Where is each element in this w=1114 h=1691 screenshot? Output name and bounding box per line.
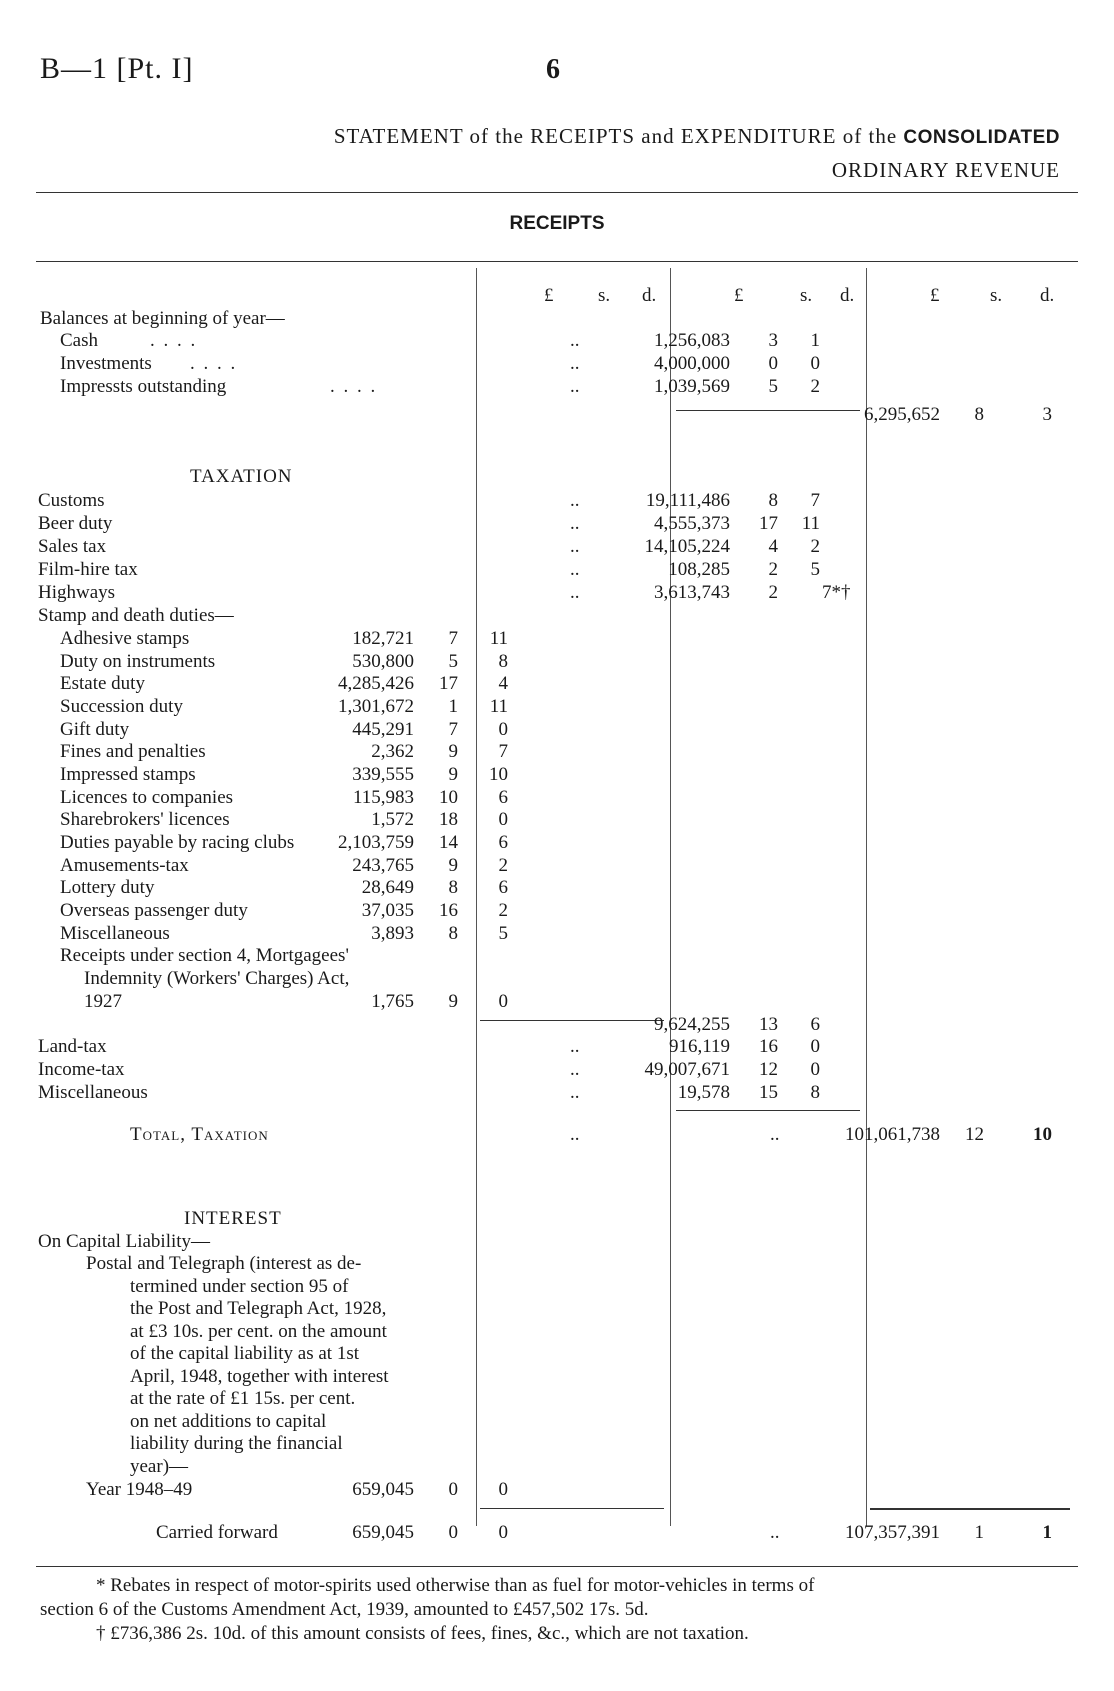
- subtotal-rule: [676, 410, 860, 411]
- taxation-row-label: Miscellaneous: [38, 1082, 148, 1103]
- col2-pounds: 19,111,486: [645, 490, 730, 511]
- col2-shillings: 3: [768, 330, 778, 351]
- col1-pounds: 659,045: [352, 1522, 414, 1543]
- mortgagees-line2: Indemnity (Workers' Charges) Act,: [84, 968, 350, 989]
- stamp-row-label: Amusements-tax: [60, 855, 189, 876]
- col2-pounds: 19,578: [677, 1082, 730, 1103]
- section-heading: RECEIPTS: [509, 213, 605, 234]
- col1-empty: ..: [570, 376, 580, 397]
- col3-shillings: 12: [965, 1124, 984, 1145]
- col2-pounds: 49,007,671: [644, 1059, 730, 1080]
- col2-shillings: 17: [759, 513, 778, 534]
- col1-empty: ..: [570, 582, 580, 603]
- col1-empty: ..: [570, 490, 580, 511]
- subtotal-rule: [676, 1110, 860, 1111]
- interest-year-label: Year 1948–49: [86, 1479, 193, 1500]
- stamp-row-label: Impressed stamps: [60, 764, 196, 785]
- taxation-row-label: Highways: [38, 582, 116, 603]
- col1-shillings: 9: [448, 741, 458, 762]
- column-divider-2: [670, 268, 671, 1526]
- col1-shillings: 7: [448, 628, 458, 649]
- footnote-asterisk-line1: * Rebates in respect of motor-spirits used otherwise than as fuel for motor-vehicles in terms of: [96, 1575, 815, 1596]
- col1-pence: 4: [498, 673, 508, 694]
- col2-shillings: 5: [768, 376, 778, 397]
- col1-empty: ..: [570, 1082, 580, 1103]
- col2-pounds: 916,119: [668, 1036, 730, 1057]
- col2-pounds: 108,285: [668, 559, 730, 580]
- col2-shillings: 8: [768, 490, 778, 511]
- interest-desc-line: April, 1948, together with interest: [130, 1366, 389, 1387]
- col2-pounds: 9,624,255: [654, 1014, 730, 1035]
- col1-empty: ..: [570, 330, 580, 351]
- carried-forward-label: Carried forward: [156, 1522, 278, 1543]
- col2-pence: 11: [801, 513, 820, 534]
- col1-pounds: 3,893: [371, 923, 414, 944]
- col1-pounds: 339,555: [352, 764, 414, 785]
- col2-shillings-header: s.: [800, 285, 813, 306]
- col2-pence: 2: [810, 376, 820, 397]
- column-divider-1: [476, 268, 477, 1526]
- col1-pence: 2: [498, 900, 508, 921]
- statement-title-line1: [334, 124, 1060, 149]
- taxation-row-label: Beer duty: [38, 513, 113, 534]
- stamp-row-label: Succession duty: [60, 696, 183, 717]
- col1-pounds: 659,045: [352, 1479, 414, 1500]
- col1-empty: ..: [570, 1059, 580, 1080]
- interest-heading: INTEREST: [184, 1208, 282, 1229]
- col2-pounds: 14,105,224: [644, 536, 730, 557]
- balances-row-label: Impressts outstanding: [60, 376, 227, 397]
- col1-pounds: 530,800: [352, 651, 414, 672]
- col3-pounds: 107,357,391: [845, 1522, 940, 1543]
- stamp-row-label: Estate duty: [60, 673, 145, 694]
- col1-pence: 6: [498, 877, 508, 898]
- col2-pence-with-footnote-marks: 7*†: [822, 582, 851, 603]
- col1-pence: 11: [489, 696, 508, 717]
- interest-desc-line: the Post and Telegraph Act, 1928,: [130, 1298, 387, 1319]
- col1-shillings: 0: [448, 1522, 458, 1543]
- col3-pence: 3: [1042, 404, 1052, 425]
- col2-pence: 5: [810, 559, 820, 580]
- interest-desc-line: at the rate of £1 15s. per cent.: [130, 1388, 356, 1409]
- col2-shillings: 2: [768, 559, 778, 580]
- col1-pence-header: d.: [642, 285, 657, 306]
- col1-pounds: 115,983: [352, 787, 414, 808]
- col3-shillings-header: s.: [990, 285, 1003, 306]
- footnote-asterisk-line2: section 6 of the Customs Amendment Act, 1939, amounted to £457,502 17s. 5d.: [40, 1599, 649, 1620]
- interest-desc-line: of the capital liability as at 1st: [130, 1343, 359, 1364]
- col1-pounds: 1,765: [371, 991, 414, 1012]
- col1-pence: 0: [498, 719, 508, 740]
- col1-pence: 10: [489, 764, 508, 785]
- interest-desc-line: at £3 10s. per cent. on the amount: [130, 1321, 387, 1342]
- col1-pounds: 243,765: [352, 855, 414, 876]
- col1-shillings: 0: [448, 1479, 458, 1500]
- col1-pounds-header: £: [544, 285, 554, 306]
- col1-shillings: 8: [448, 923, 458, 944]
- footnote-rule: [36, 1566, 1078, 1567]
- taxation-row-label: Land-tax: [38, 1036, 107, 1057]
- col3-shillings: 8: [974, 404, 984, 425]
- taxation-row-label: Income-tax: [38, 1059, 125, 1080]
- col1-pence: 11: [489, 628, 508, 649]
- leader-dots: . . . .: [190, 353, 238, 374]
- col1-empty: ..: [570, 1124, 580, 1145]
- col1-shillings: 10: [439, 787, 458, 808]
- col1-pence: 0: [498, 1522, 508, 1543]
- stamp-row-label: Licences to companies: [60, 787, 234, 808]
- stamp-row-label: Duty on instruments: [60, 651, 216, 672]
- col1-shillings: 8: [448, 877, 458, 898]
- col2-shillings: 13: [759, 1014, 778, 1035]
- col2-pence: 7: [810, 490, 820, 511]
- col2-shillings: 15: [759, 1082, 778, 1103]
- page-reference: B—1 [Pt. I]: [40, 52, 194, 85]
- col1-pence: 0: [498, 991, 508, 1012]
- col1-empty: ..: [570, 559, 580, 580]
- col2-pence-header: d.: [840, 285, 855, 306]
- col2-pence: 2: [810, 536, 820, 557]
- stamp-row-label: Overseas passenger duty: [60, 900, 248, 921]
- col1-empty: ..: [570, 353, 580, 374]
- interest-desc-line: liability during the financial: [130, 1433, 343, 1454]
- interest-desc-line: on net additions to capital: [130, 1411, 327, 1432]
- col1-pence: 7: [498, 741, 508, 762]
- mortgagees-line3: 1927: [84, 991, 122, 1012]
- col1-shillings: 17: [439, 673, 458, 694]
- stamp-row-label: Duties payable by racing clubs: [60, 832, 295, 853]
- leader-dots: . . . .: [150, 330, 198, 351]
- col3-pounds: 101,061,738: [845, 1124, 940, 1145]
- footnote-dagger: † £736,386 2s. 10d. of this amount consists of fees, fines, &c., which are not taxation.: [96, 1623, 749, 1644]
- col1-empty: ..: [570, 1036, 580, 1057]
- col2-pence: 0: [810, 1059, 820, 1080]
- col2-shillings: 4: [768, 536, 778, 557]
- col1-shillings: 16: [439, 900, 458, 921]
- page-number: 6: [546, 54, 560, 85]
- col2-pounds: 3,613,743: [654, 582, 730, 603]
- col1-pounds: 182,721: [352, 628, 414, 649]
- subtotal-rule: [480, 1020, 664, 1021]
- col1-pounds: 1,301,672: [338, 696, 414, 717]
- col1-pence: 6: [498, 787, 508, 808]
- col2-shillings: 12: [759, 1059, 778, 1080]
- stamp-row-label: Gift duty: [60, 719, 130, 740]
- balances-heading: Balances at beginning of year—: [40, 308, 285, 329]
- section-rule: [36, 261, 1078, 262]
- interest-subheading: On Capital Liability—: [38, 1231, 211, 1252]
- interest-desc-line: termined under section 95 of: [130, 1276, 349, 1297]
- col2-pence: 0: [810, 353, 820, 374]
- col3-pence-header: d.: [1040, 285, 1055, 306]
- col2-empty: ..: [770, 1124, 780, 1145]
- col2-shillings: 16: [759, 1036, 778, 1057]
- stamp-row-label: Fines and penalties: [60, 741, 206, 762]
- col2-pence: 1: [810, 330, 820, 351]
- col2-pounds: 1,039,569: [654, 376, 730, 397]
- col1-pounds: 445,291: [352, 719, 414, 740]
- col1-pounds: 2,103,759: [338, 832, 414, 853]
- col1-pence: 6: [498, 832, 508, 853]
- col1-pence: 0: [498, 1479, 508, 1500]
- col1-shillings: 9: [448, 855, 458, 876]
- col1-pence: 5: [498, 923, 508, 944]
- statement-title-prefix: STATEMENT of the RECEIPTS and EXPENDITURE of the: [333, 124, 898, 148]
- col2-pence: 6: [810, 1014, 820, 1035]
- col1-shillings: 14: [439, 832, 458, 853]
- col1-pounds: 28,649: [361, 877, 414, 898]
- balances-row-label: Investments: [60, 353, 152, 374]
- interest-desc-line: Postal and Telegraph (interest as de-: [86, 1253, 362, 1274]
- col1-shillings: 9: [448, 764, 458, 785]
- col2-pounds: 4,000,000: [654, 353, 730, 374]
- col1-empty: ..: [570, 536, 580, 557]
- column-divider-3: [866, 268, 867, 1526]
- total-taxation-label: Total, Taxation: [130, 1124, 269, 1145]
- col3-pounds-header: £: [930, 285, 940, 306]
- interest-desc-line: year)—: [130, 1456, 189, 1477]
- header-rule: [36, 192, 1078, 193]
- col1-shillings: 9: [448, 991, 458, 1012]
- col3-pence: 10: [1033, 1124, 1052, 1145]
- col1-empty: ..: [570, 513, 580, 534]
- col1-pounds: 2,362: [371, 741, 414, 762]
- col2-pence: 8: [810, 1082, 820, 1103]
- balances-row-label: Cash: [60, 330, 98, 351]
- taxation-row-label: Customs: [38, 490, 105, 511]
- stamp-row-label: Miscellaneous: [60, 923, 170, 944]
- col3-shillings: 1: [974, 1522, 984, 1543]
- col1-pence: 8: [498, 651, 508, 672]
- col2-empty: ..: [770, 1522, 780, 1543]
- taxation-row-label: Film-hire tax: [38, 559, 138, 580]
- col1-pounds: 1,572: [371, 809, 414, 830]
- statement-title-bold: CONSOLIDATED: [903, 127, 1060, 148]
- col1-shillings: 7: [448, 719, 458, 740]
- stamp-row-label: Adhesive stamps: [60, 628, 190, 649]
- statement-title-line2: ORDINARY REVENUE: [831, 158, 1060, 182]
- col1-shillings: 1: [448, 696, 458, 717]
- taxation-row-label: Sales tax: [38, 536, 107, 557]
- leader-dots: . . . .: [330, 376, 378, 397]
- col2-pounds: 1,256,083: [654, 330, 730, 351]
- stamp-row-label: Lottery duty: [60, 877, 155, 898]
- col1-pounds: 4,285,426: [338, 673, 414, 694]
- mortgagees-line1: Receipts under section 4, Mortgagees': [60, 945, 349, 966]
- col2-pounds-header: £: [734, 285, 744, 306]
- col3-pounds: 6,295,652: [864, 404, 940, 425]
- taxation-heading: TAXATION: [190, 466, 293, 487]
- col1-shillings: 5: [448, 651, 458, 672]
- col1-shillings: 18: [439, 809, 458, 830]
- stamp-duties-heading: Stamp and death duties—: [38, 605, 234, 626]
- carried-forward-rule: [870, 1508, 1070, 1510]
- col2-pence: 0: [810, 1036, 820, 1057]
- stamp-row-label: Sharebrokers' licences: [60, 809, 230, 830]
- col1-pence: 2: [498, 855, 508, 876]
- col2-shillings: 2: [768, 582, 778, 603]
- col2-pounds: 4,555,373: [654, 513, 730, 534]
- col2-shillings: 0: [768, 353, 778, 374]
- col1-shillings-header: s.: [598, 285, 611, 306]
- col1-pounds: 37,035: [361, 900, 414, 921]
- col3-pence: 1: [1042, 1522, 1052, 1543]
- carried-forward-rule: [480, 1508, 664, 1509]
- col1-pence: 0: [498, 809, 508, 830]
